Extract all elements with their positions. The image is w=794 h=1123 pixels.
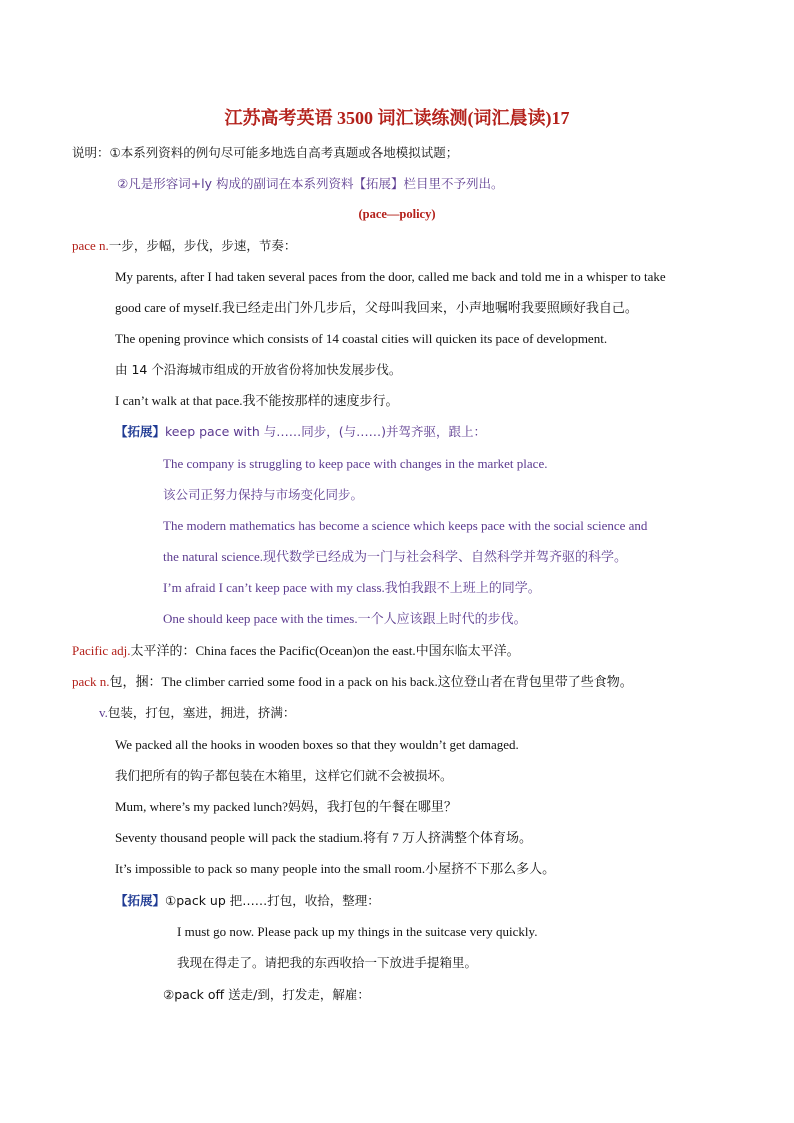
pack-extension-head — [115, 893, 380, 909]
pace-extension-head — [115, 424, 486, 440]
pack-example-3: Seventy thousand people will pack the stadium.将有 7 万人挤满整个体育场。 — [115, 830, 533, 845]
pace-ext-example-2b: the natural science.现代数学已经成为一门与社会科学、自然科学并驾齐驱的科学。 — [163, 549, 627, 564]
pace-ext-example-1a: The company is struggling to keep pace with changes in the market place. — [163, 456, 548, 471]
extension-label: 【拓展】 — [115, 893, 166, 908]
pack-ext-def-1: ①pack up 把……打包，收拾，整理： — [165, 893, 380, 908]
pack-ext-def-2: ②pack off 送走/到，打发走，解雇： — [163, 987, 370, 1002]
pack-ext-example-1b: 我现在得走了。请把我的东西收拾一下放进手提箱里。 — [177, 955, 478, 970]
pace-example-2a: The opening province which consists of 14 coastal cities will quicken its pace of development. — [115, 331, 608, 346]
entry-word-pacific: Pacific adj. — [72, 643, 131, 658]
entry-def-pack-noun: 包，捆：The climber carried some food in a pack on his back.这位登山者在背包里带了些食物。 — [109, 674, 633, 689]
pace-example-3: I can’t walk at that pace.我不能按那样的速度步行。 — [115, 393, 399, 408]
entry-pack-verb — [99, 705, 295, 721]
note-line-2: ②凡是形容词+ly 构成的副词在本系列资料【拓展】栏目里不予列出。 — [117, 176, 504, 191]
pack-example-1a: We packed all the hooks in wooden boxes so that they wouldn’t get damaged. — [115, 737, 519, 752]
note-label: 说明： — [72, 145, 110, 160]
pack-example-4: It’s impossible to pack so many people into the small room.小屋挤不下那么多人。 — [115, 861, 556, 876]
pace-example-1a: My parents, after I had taken several paces from the door, called me back and told me in a whisper to take — [115, 269, 666, 284]
pack-example-2: Mum, where’s my packed lunch?妈妈，我打包的午餐在哪里？ — [115, 799, 457, 814]
entry-word-pace: pace n. — [72, 238, 109, 253]
extension-def: keep pace with 与……同步，(与……)并驾齐驱，跟上： — [165, 424, 486, 439]
pace-example-2b: 由 14 个沿海城市组成的开放省份将加快发展步伐。 — [115, 362, 402, 377]
pack-verb-label: v. — [99, 705, 108, 720]
pace-ext-example-2a: The modern mathematics has become a science which keeps pace with the social science and — [163, 518, 648, 533]
extension-label: 【拓展】 — [115, 424, 166, 439]
pack-example-1b: 我们把所有的钩子都包装在木箱里，这样它们就不会被损坏。 — [115, 768, 453, 783]
entry-word-pack: pack n. — [72, 674, 110, 689]
entry-pacific — [72, 643, 520, 659]
entry-def-pace: 一步，步幅，步伐，步速，节奏： — [108, 238, 297, 253]
note-line-1 — [72, 145, 458, 161]
page-title: 江苏高考英语 3500 词汇读练测(词汇晨读)17 — [224, 108, 570, 128]
entry-def-pack-verb: 包装，打包，塞进，拥进，挤满： — [107, 705, 296, 720]
entry-pace-head — [72, 238, 296, 254]
pack-ext-example-1a: I must go now. Please pack up my things in the suitcase very quickly. — [177, 924, 538, 939]
entry-pack-noun — [72, 674, 633, 690]
pace-ext-example-4: One should keep pace with the times.一个人应该跟上时代的步伐。 — [163, 611, 527, 626]
note-text-1: ①本系列资料的例句尽可能多地选自高考真题或各地模拟试题； — [109, 145, 459, 160]
pace-ext-example-3: I’m afraid I can’t keep pace with my class.我怕我跟不上班上的同学。 — [163, 580, 541, 595]
range-heading: (pace—policy) — [358, 207, 436, 221]
entry-def-pacific: 太平洋的：China faces the Pacific(Ocean)on the east.中国东临太平洋。 — [130, 643, 520, 658]
pace-example-1b: good care of myself.我已经走出门外几步后，父母叫我回来，小声地嘱咐我要照顾好我自己。 — [115, 300, 638, 315]
pace-ext-example-1b: 该公司正努力保持与市场变化同步。 — [163, 487, 364, 502]
